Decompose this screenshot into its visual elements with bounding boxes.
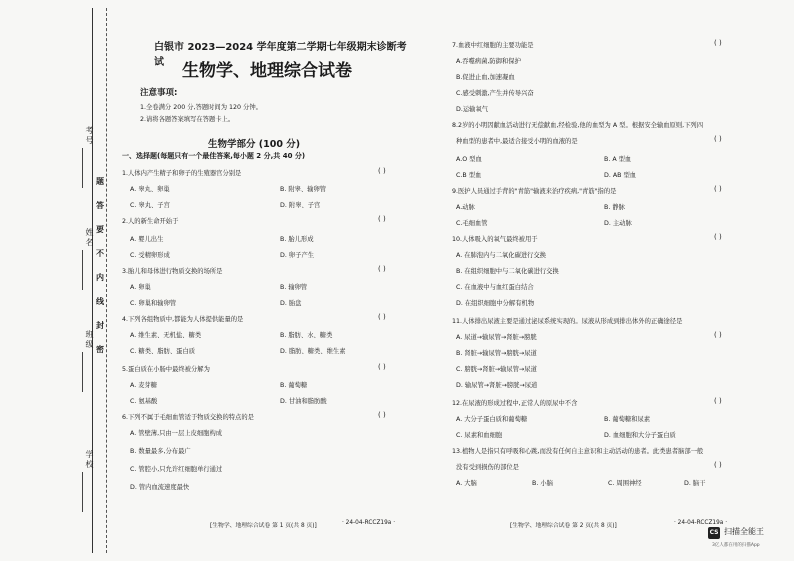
option: C.感受刺激,产生并传导兴奋 <box>456 90 534 97</box>
class-line <box>82 352 83 392</box>
option: B.促进止血,加速凝血 <box>456 74 515 81</box>
question-stem: 7.血液中红细胞的主要功能是 <box>452 42 534 49</box>
option: C.B 型血 <box>456 172 482 179</box>
note-item: 2.请将各题答案填写在答题卡上。 <box>140 116 235 123</box>
question-stem: 12.在尿液的形成过程中,正常人的原尿中不含 <box>452 400 578 407</box>
option: A. 大脑 <box>456 480 477 487</box>
option: B. 葡萄糖 <box>280 382 308 389</box>
option: D. 附睾、子宫 <box>280 202 321 209</box>
part-heading: 一、选择题(每题只有一个最佳答案,每小题 2 分,共 40 分) <box>122 152 306 160</box>
page-1 <box>116 0 416 561</box>
answer-bracket: ( ) <box>714 233 722 241</box>
paper-title: 生物学、地理综合试卷 <box>182 61 352 81</box>
option: D. 脑干 <box>684 480 706 487</box>
option: C. 在血液中与血红蛋白结合 <box>456 284 534 291</box>
option: D.运输氧气 <box>456 106 489 113</box>
option: C. 膀胱→肾脏→输尿管→尿道 <box>456 366 537 373</box>
option: D. 脂肪、糖类、维生素 <box>280 348 346 355</box>
option: D. AB 型血 <box>604 172 637 179</box>
question-stem: 10.人体吸入的氧气最终被用于 <box>452 236 538 243</box>
option: C. 管腔小,只允许红细胞单行通过 <box>130 466 223 473</box>
option: B. 脂肪、水、糖类 <box>280 332 333 339</box>
question-stem: 2.人的新生命开始于 <box>122 218 179 225</box>
exam-no-label: 考号 <box>85 126 94 146</box>
answer-bracket: ( ) <box>378 167 386 175</box>
option: D. 输尿管→肾脏→膀胱→尿道 <box>456 382 538 389</box>
answer-bracket: ( ) <box>714 461 722 469</box>
section-title: 生物学部分 (100 分) <box>208 139 301 150</box>
camscanner-logo-icon: CS <box>708 527 720 539</box>
option: C. 尿素和血细胞 <box>456 432 503 439</box>
seal-char: 不 <box>96 249 104 258</box>
option: A. 尿道→输尿管→肾脏→膀胱 <box>456 334 537 341</box>
question-stem-cont: 没有受到损伤的部位是 <box>456 464 519 471</box>
answer-bracket: ( ) <box>378 265 386 273</box>
option: A. 在肺泡内与二氧化碳进行交换 <box>456 252 547 259</box>
option: A.吞噬病菌,防御和保护 <box>456 58 521 65</box>
option: C.毛细血管 <box>456 220 488 227</box>
question-stem: 5.蛋白质在小肠中最终被分解为 <box>122 366 210 373</box>
seal-char: 密 <box>96 345 104 354</box>
page-footer: [生物学、地理综合试卷 第 1 页(共 8 页)] <box>210 523 317 529</box>
option: B. 附睾、输卵管 <box>280 186 327 193</box>
question-stem: 9.医护人员通过手背的"青筋"输液来治疗疾病,"青筋"指的是 <box>452 188 617 195</box>
option: B. 数量最多,分布最广 <box>130 448 191 455</box>
answer-bracket: ( ) <box>378 363 386 371</box>
option: D. 胎盘 <box>280 300 302 307</box>
option: D. 甘油和脂肪酸 <box>280 398 327 405</box>
answer-bracket: ( ) <box>714 397 722 405</box>
watermark-name: 扫描全能王 <box>724 527 764 536</box>
option: C. 周围神经 <box>608 480 642 487</box>
option: C. 氨基酸 <box>130 398 158 405</box>
answer-bracket: ( ) <box>378 215 386 223</box>
answer-bracket: ( ) <box>378 313 386 321</box>
option: B. 肾脏→输尿管→膀胱→尿道 <box>456 350 537 357</box>
answer-bracket: ( ) <box>714 135 722 143</box>
option: A.O 型血 <box>456 156 482 163</box>
option: B. 静脉 <box>604 204 625 211</box>
option: B. 小脑 <box>532 480 553 487</box>
option: C. 受精卵形成 <box>130 252 170 259</box>
margin-dashed-line <box>106 8 108 553</box>
option: C. 卵巢和输卵管 <box>130 300 177 307</box>
page-footer: [生物学、地理综合试卷 第 2 页(共 8 页)] <box>510 523 617 529</box>
answer-bracket: ( ) <box>378 411 386 419</box>
option: A.动脉 <box>456 204 475 211</box>
option: A. 麦芽糖 <box>130 382 158 389</box>
question-stem: 13.植物人是指只有呼吸和心跳,而没有任何自主意识和主动活动的患者。此类患者脑部一般 <box>452 448 704 455</box>
seal-char: 封 <box>96 321 104 330</box>
seal-char: 要 <box>96 225 104 234</box>
question-stem: 6.下列不属于毛细血管适于物质交换的特点的是 <box>122 414 254 421</box>
option: B. A 型血 <box>604 156 632 163</box>
watermark-sub: 3亿人都在用的扫描App <box>712 543 760 548</box>
option: B. 输卵管 <box>280 284 308 291</box>
option: B. 胎儿形成 <box>280 236 314 243</box>
option: D. 主动脉 <box>604 220 632 227</box>
option: C. 睾丸、子宫 <box>130 202 170 209</box>
seal-char: 题 <box>96 177 104 186</box>
answer-bracket: ( ) <box>714 39 722 47</box>
paper-code: · 24-04-RCCZ19a · <box>674 520 728 526</box>
class-label: 班级 <box>85 330 94 350</box>
question-stem: 1.人体内产生精子和卵子的生殖器官分别是 <box>122 170 242 177</box>
option: A. 维生素、无机盐、糖类 <box>130 332 202 339</box>
question-stem-cont: 种血型的患者中,最适合接受小明的血液的是 <box>456 138 578 145</box>
notes-title: 注意事项: <box>140 88 178 98</box>
option: D. 管内血流速度最快 <box>130 484 190 491</box>
question-stem: 11.人体排出尿液主要是通过泌尿系统实现的。尿液从形成到排出体外的正确途径是 <box>452 318 683 325</box>
option: A. 婴儿出生 <box>130 236 164 243</box>
question-stem: 8.2岁的小明因献血活动进行无偿献血,经检验,他的血型为 A 型。根据安全输血原则,下列四 <box>452 122 704 129</box>
option: A. 大分子蛋白质和葡萄糖 <box>456 416 528 423</box>
option: A. 卵巢 <box>130 284 151 291</box>
seal-char: 内 <box>96 273 104 282</box>
seal-char: 线 <box>96 297 104 306</box>
answer-bracket: ( ) <box>714 185 722 193</box>
binding-margin <box>0 0 112 561</box>
exam-no-line <box>82 148 83 188</box>
option: C. 糖类、脂肪、蛋白质 <box>130 348 196 355</box>
option: D. 卵子产生 <box>280 252 315 259</box>
name-label: 姓名 <box>85 228 94 248</box>
option: A. 管壁薄,只由一层上皮细胞构成 <box>130 430 223 437</box>
option: B. 在组织细胞中与二氧化碳进行交换 <box>456 268 559 275</box>
note-item: 1.全卷满分 200 分,答题时间为 120 分钟。 <box>140 104 262 111</box>
margin-solid-line <box>92 8 93 553</box>
option: D. 在组织细胞中分解有机物 <box>456 300 535 307</box>
page-2 <box>446 0 746 561</box>
school-label: 学校 <box>85 450 94 470</box>
question-stem: 3.胎儿和母体进行物质交换的场所是 <box>122 268 223 275</box>
answer-bracket: ( ) <box>714 331 722 339</box>
option: B. 葡萄糖和尿素 <box>604 416 651 423</box>
exam-title: 白银市 2023—2024 学年度第二学期七年级期末诊断考试 <box>154 42 407 68</box>
seal-char: 答 <box>96 201 104 210</box>
paper-code: · 24-04-RCCZ19a · <box>342 520 396 526</box>
question-stem: 4.下列各组物质中,都能为人体提供能量的是 <box>122 316 244 323</box>
school-line <box>82 472 83 512</box>
option: A. 睾丸、卵巢 <box>130 186 170 193</box>
option: D. 血细胞和大分子蛋白质 <box>604 432 676 439</box>
name-line <box>82 250 83 290</box>
